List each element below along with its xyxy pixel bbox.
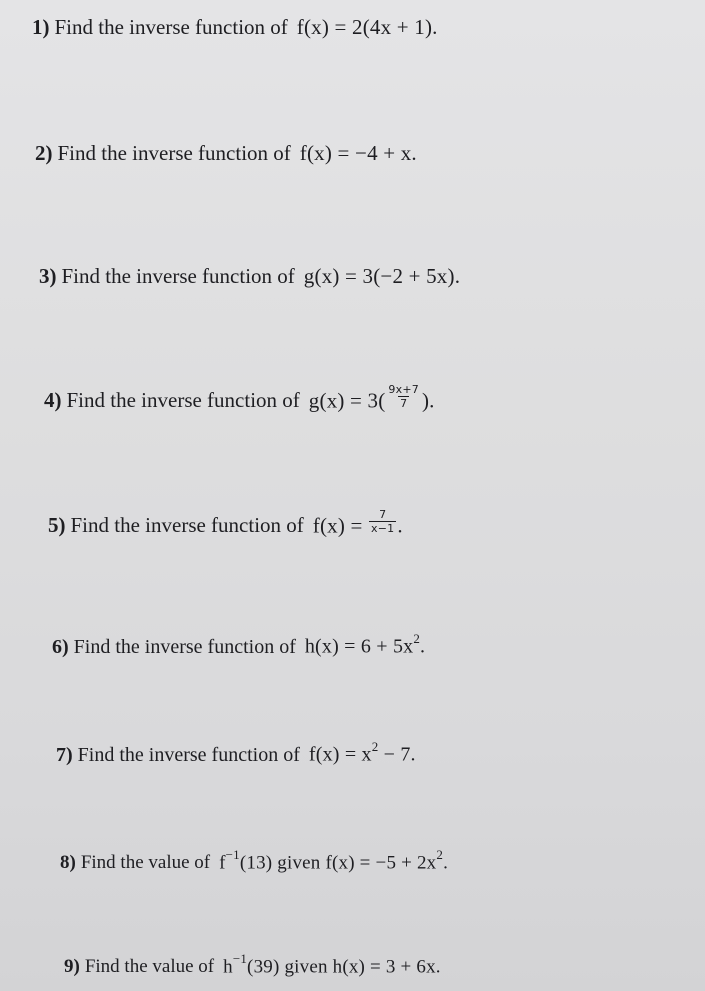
expression-prefix: f(x) = x [308,743,372,766]
problem-9 [64,951,441,978]
problem-2 [35,143,417,164]
problem-stem: Find the inverse function of [66,388,300,413]
problem-stem: Find the inverse function of [70,513,304,538]
inverse-function-name: f [219,852,226,874]
inverse-function-name: h [223,956,233,978]
problem-1 [32,17,438,38]
function-expression [312,508,403,540]
problem-8 [60,847,449,874]
problem-stem: Find the inverse function of [73,635,296,658]
function-expression [304,631,426,658]
problem-6 [52,631,426,658]
expression-prefix: h(x) = 6 + 5x [304,635,414,658]
expression-suffix: − 7. [378,743,416,766]
function-expression: g(x) = 3(−2 + 5x). [303,264,461,288]
problem-number: 8) [60,852,76,874]
expression-body: (39) given h(x) = 3 + 6x. [247,956,441,978]
problem-number: 1) [32,15,50,39]
expression-body: (13) given f(x) = −5 + 2x [239,852,437,874]
function-expression: f(x) = 2(4x + 1). [296,15,438,39]
problem-number: 4) [44,388,62,413]
problem-number: 9) [64,956,80,978]
problem-number: 7) [56,743,73,766]
function-expression [308,383,435,415]
fraction-denominator: 7 [400,397,408,410]
problem-3 [39,266,460,287]
problem-stem: Find the value of [80,852,211,874]
inverse-exponent: −1 [225,847,240,862]
problem-number: 5) [48,513,66,538]
problem-number: 2) [35,141,53,165]
fraction [369,509,396,534]
fraction [386,384,421,409]
problem-stem: Find the inverse function of [77,743,300,766]
expression-suffix: ). [421,388,435,413]
exponent: 2 [436,847,444,862]
function-expression [219,847,449,874]
problem-5 [48,508,403,540]
exponent: 2 [413,631,421,646]
fraction-denominator: x−1 [371,522,395,535]
problem-4 [44,383,435,415]
problem-number: 3) [39,264,57,288]
expression-suffix: . [397,513,403,538]
problem-number: 6) [52,635,69,658]
expression-suffix: . [420,635,426,658]
inverse-exponent: −1 [232,951,248,966]
fraction-numerator: 7 [379,508,387,521]
function-expression [308,739,416,766]
expression-suffix: . [443,852,449,874]
expression-prefix: f(x) = [312,513,369,538]
problem-stem: Find the inverse function of [54,15,288,39]
problem-stem: Find the inverse function of [61,264,295,288]
problem-stem: Find the inverse function of [57,141,291,165]
function-expression [223,951,441,978]
expression-prefix: g(x) = 3( [308,388,386,413]
function-expression: f(x) = −4 + x. [299,141,417,165]
problem-stem: Find the value of [84,956,215,978]
exponent: 2 [371,739,379,754]
problem-7 [56,739,416,766]
fraction-numerator: 9x+7 [388,383,419,396]
